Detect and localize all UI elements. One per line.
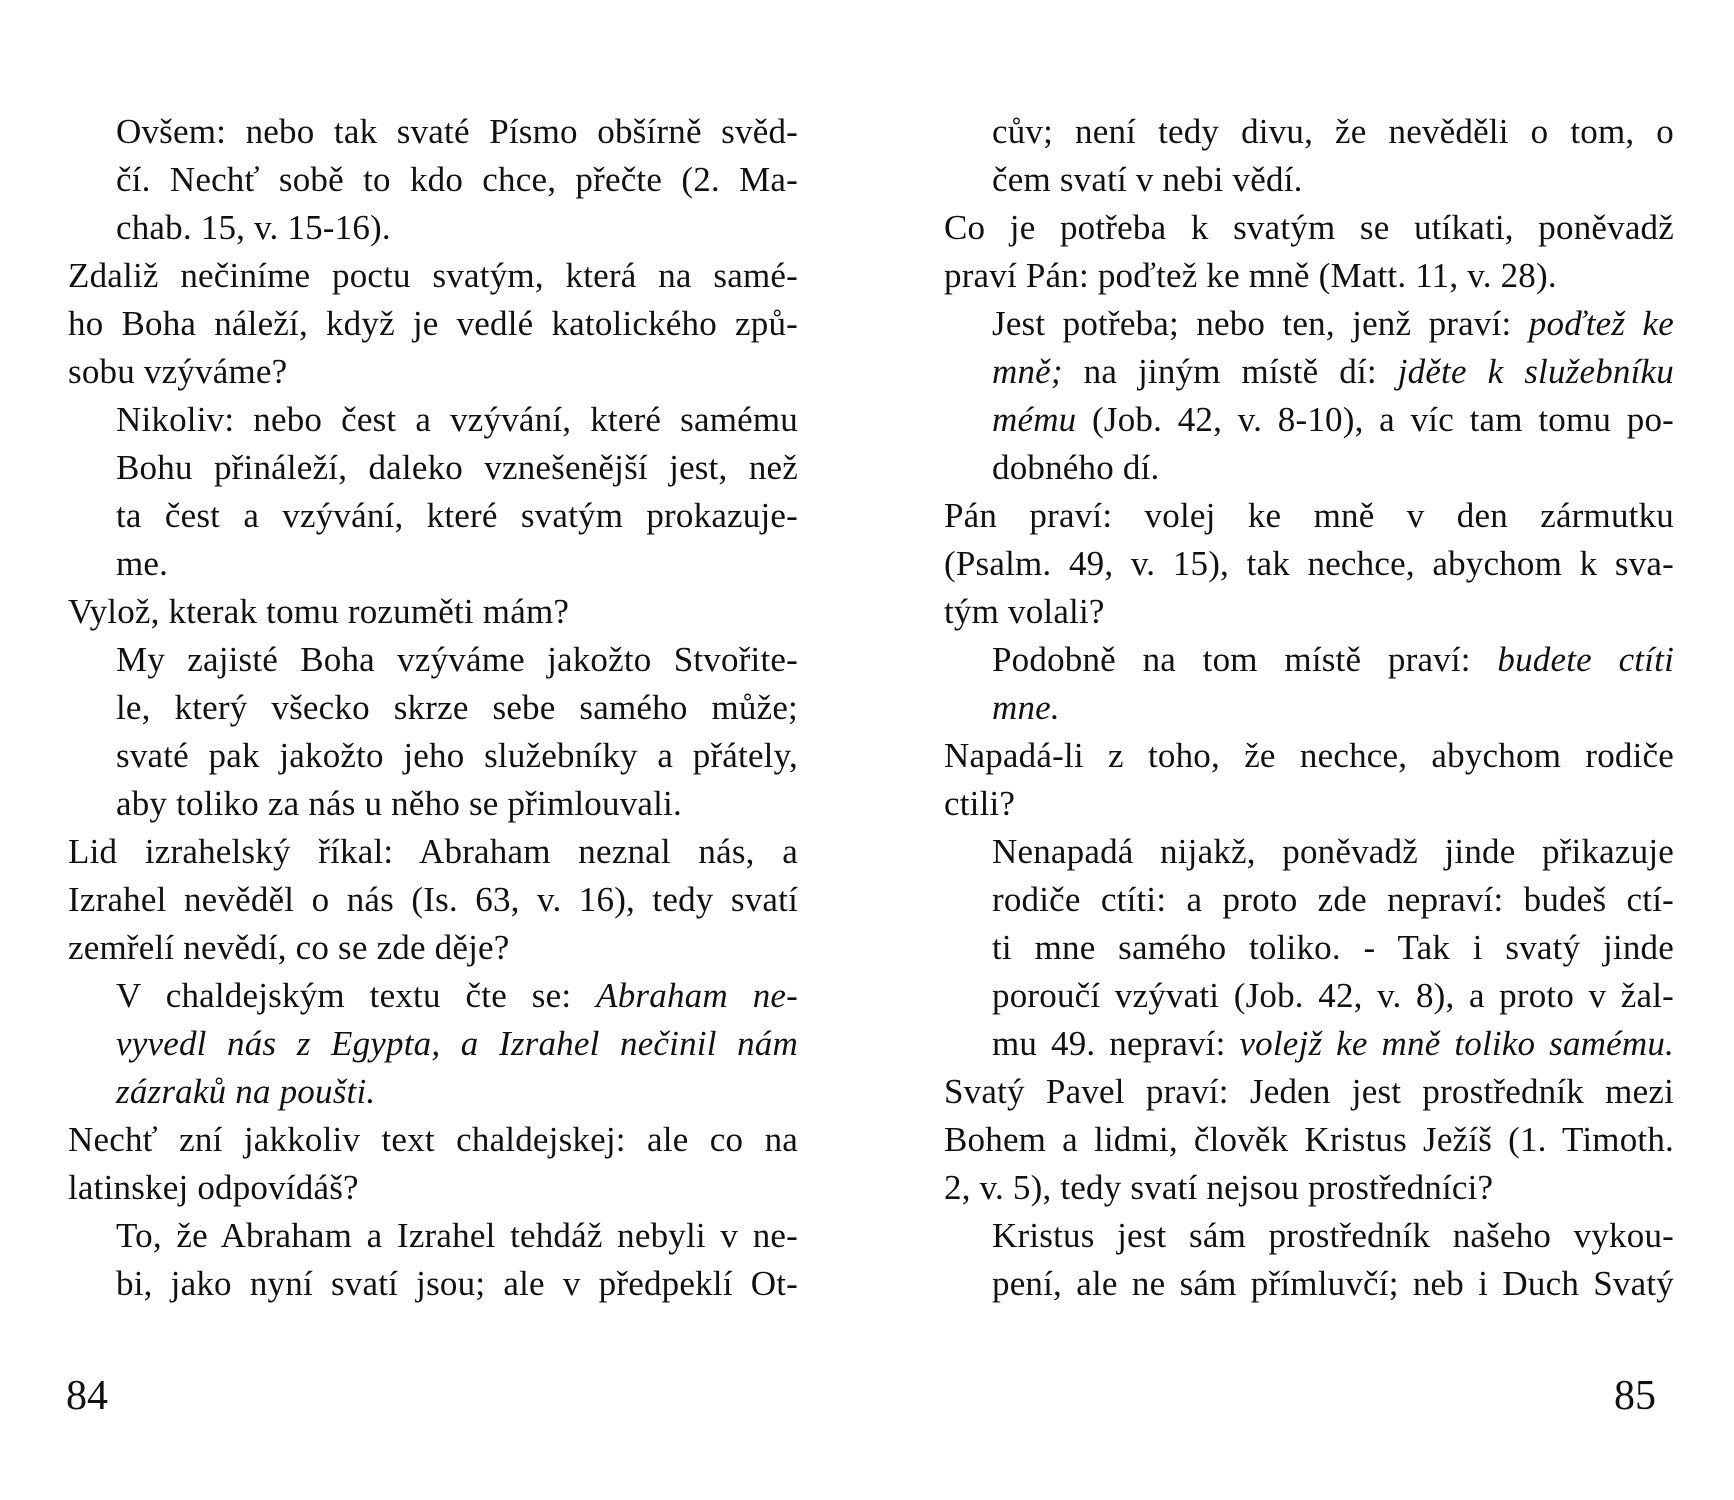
- text-line: [944, 1068, 1674, 1116]
- line-text: pení, ale ne sám přímluvčí; neb i Duch Svatý: [992, 1264, 1674, 1303]
- text-line: [944, 588, 1674, 636]
- line-text: poroučí vzývati (Job. 42, v. 8), a proto v žal-: [992, 976, 1674, 1015]
- line-text: V chaldejským textu čte se:: [116, 976, 597, 1015]
- text-line: [68, 828, 798, 876]
- text-line: [992, 1212, 1674, 1260]
- text-line: [992, 972, 1674, 1020]
- line-text: Nikoliv: nebo čest a vzývání, které samému: [116, 400, 798, 439]
- text-line: [944, 204, 1674, 252]
- italic-text: poďtež ke: [1528, 304, 1674, 343]
- italic-text: zázraků na poušti.: [116, 1072, 376, 1111]
- right-page-number: 85: [1614, 1373, 1656, 1419]
- text-line: [116, 732, 798, 780]
- text-line: [68, 588, 798, 636]
- text-line: [116, 780, 798, 828]
- line-text: Vylož, kterak tomu rozuměti mám?: [68, 592, 570, 631]
- line-text: Ovšem: nebo tak svaté Písmo obšírně svěd-: [116, 112, 798, 151]
- line-text: aby toliko za nás u něho se přimlouvali.: [116, 784, 682, 823]
- line-text: Kristus jest sám prostředník našeho vykou-: [992, 1216, 1674, 1255]
- line-text: ta čest a vzývání, které svatým prokazuje-: [116, 496, 798, 535]
- line-text: My zajisté Boha vzýváme jakožto Stvořite-: [116, 640, 798, 679]
- line-text: Podobně na tom místě praví:: [992, 640, 1498, 679]
- text-line: [944, 780, 1674, 828]
- text-line: [116, 156, 798, 204]
- line-text: ho Boha náleží, když je vedlé katolického způ-: [68, 304, 798, 343]
- line-text: bi, jako nyní svatí jsou; ale v předpeklí Ot-: [116, 1264, 798, 1303]
- text-line: [992, 396, 1674, 444]
- line-text: Napadá-li z toho, že nechce, abychom rodiče: [944, 736, 1674, 775]
- italic-text: Abraham ne-: [596, 976, 798, 1015]
- line-text: me.: [116, 544, 169, 583]
- line-text: chab. 15, v. 15-16).: [116, 208, 391, 247]
- line-text: Nechť zní jakkoliv text chaldejskej: ale co na: [68, 1120, 798, 1159]
- line-text: čí. Nechť sobě to kdo chce, přečte (2. Ma-: [116, 160, 798, 199]
- text-line: [68, 924, 798, 972]
- line-text: Bohem a lidmi, člověk Kristus Ježíš (1. Timoth.: [944, 1120, 1674, 1159]
- text-line: [944, 1164, 1674, 1212]
- line-text: tým volali?: [944, 592, 1105, 631]
- text-line: [992, 876, 1674, 924]
- text-line: [992, 348, 1674, 396]
- text-line: [116, 204, 798, 252]
- line-text: Izrahel nevěděl o nás (Is. 63, v. 16), tedy svatí: [68, 880, 798, 919]
- line-text: To, že Abraham a Izrahel tehdáž nebyli v ne-: [116, 1216, 798, 1255]
- text-line: [68, 876, 798, 924]
- text-line: [116, 444, 798, 492]
- italic-text: mně;: [992, 352, 1063, 391]
- line-text: čem svatí v nebi vědí.: [992, 160, 1303, 199]
- italic-text: budete ctíti: [1497, 640, 1674, 679]
- text-line: [68, 300, 798, 348]
- line-text: (Psalm. 49, v. 15), tak nechce, abychom k sva-: [944, 544, 1674, 583]
- left-page: [68, 108, 798, 1308]
- line-text: (Job. 42, v. 8-10), a víc tam tomu po-: [1076, 400, 1674, 439]
- text-line: [68, 1116, 798, 1164]
- text-line: [944, 252, 1674, 300]
- left-page-text: [68, 108, 798, 1308]
- text-line: [116, 684, 798, 732]
- line-text: praví Pán: poďtež ke mně (Matt. 11, v. 28).: [944, 256, 1557, 295]
- text-line: [68, 1164, 798, 1212]
- italic-text: mému: [992, 400, 1077, 439]
- text-line: [944, 732, 1674, 780]
- right-page: [944, 108, 1674, 1308]
- italic-text: jděte k služebníku: [1397, 352, 1674, 391]
- italic-text: vyvedl nás z Egypta, a Izrahel nečinil nám: [116, 1024, 798, 1063]
- italic-text: volejž ke mně toliko samému.: [1239, 1024, 1674, 1063]
- line-text: Pán praví: volej ke mně v den zármutku: [944, 496, 1674, 535]
- text-line: [116, 396, 798, 444]
- line-text: mu 49. nepraví:: [992, 1024, 1240, 1063]
- line-text: cův; není tedy divu, že nevěděli o tom, o: [992, 112, 1674, 151]
- line-text: Bohu přináleží, daleko vznešenější jest, než: [116, 448, 798, 487]
- text-line: [992, 300, 1674, 348]
- line-text: ti mne samého toliko. - Tak i svatý jinde: [992, 928, 1674, 967]
- text-line: [992, 1020, 1674, 1068]
- left-page-number: 84: [66, 1373, 108, 1419]
- text-line: [992, 828, 1674, 876]
- text-line: [992, 1260, 1674, 1308]
- line-text: 2, v. 5), tedy svatí nejsou prostředníci?: [944, 1168, 1494, 1207]
- text-line: [992, 636, 1674, 684]
- line-text: le, který všecko skrze sebe samého může;: [116, 688, 798, 727]
- text-line: [116, 1260, 798, 1308]
- text-line: [116, 108, 798, 156]
- text-line: [992, 108, 1674, 156]
- line-text: Jest potřeba; nebo ten, jenž praví:: [992, 304, 1529, 343]
- line-text: latinskej odpovídáš?: [68, 1168, 359, 1207]
- text-line: [116, 1068, 798, 1116]
- line-text: na jiným místě dí:: [1062, 352, 1398, 391]
- line-text: Lid izrahelský říkal: Abraham neznal nás, a: [68, 832, 798, 871]
- line-text: Nenapadá nijakž, poněvadž jinde přikazuje: [992, 832, 1674, 871]
- line-text: svaté pak jakožto jeho služebníky a přátely,: [116, 736, 798, 775]
- line-text: sobu vzýváme?: [68, 352, 288, 391]
- text-line: [116, 540, 798, 588]
- text-line: [944, 492, 1674, 540]
- text-line: [944, 540, 1674, 588]
- text-line: [992, 156, 1674, 204]
- right-page-text: [944, 108, 1674, 1308]
- text-line: [992, 444, 1674, 492]
- text-line: [68, 252, 798, 300]
- italic-text: mne.: [992, 688, 1060, 727]
- text-line: [116, 636, 798, 684]
- text-line: [68, 348, 798, 396]
- text-line: [944, 1116, 1674, 1164]
- line-text: dobného dí.: [992, 448, 1160, 487]
- text-line: [116, 1212, 798, 1260]
- line-text: rodiče ctíti: a proto zde nepraví: budeš ctí-: [992, 880, 1674, 919]
- line-text: Svatý Pavel praví: Jeden jest prostředník mezi: [944, 1072, 1674, 1111]
- line-text: ctili?: [944, 784, 1016, 823]
- line-text: zemřelí nevědí, co se zde děje?: [68, 928, 510, 967]
- text-line: [116, 492, 798, 540]
- text-line: [116, 972, 798, 1020]
- text-line: [992, 684, 1674, 732]
- text-line: [992, 924, 1674, 972]
- line-text: Zdaliž nečiníme poctu svatým, která na samé-: [68, 256, 798, 295]
- text-line: [116, 1020, 798, 1068]
- line-text: Co je potřeba k svatým se utíkati, poněvadž: [944, 208, 1674, 247]
